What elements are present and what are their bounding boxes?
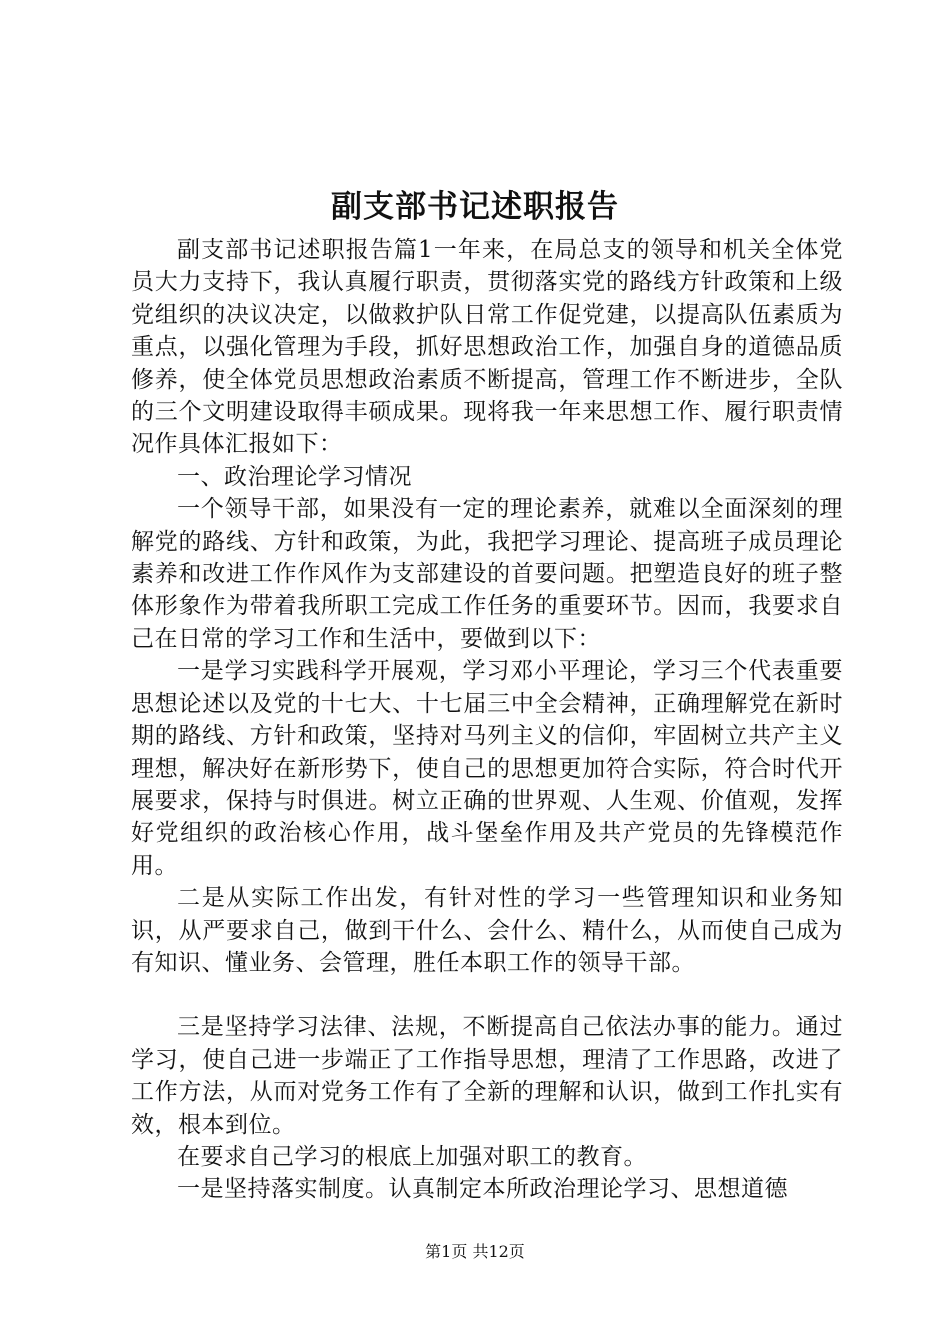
paragraph-system-implementation: 一是坚持落实制度。认真制定本所政治理论学习、思想道德 [177,1176,788,1203]
paragraph-point-three: 三是坚持学习法律、法规，不断提高自己依法办事的能力。通过学习，使自己进一步端正了工作指导思想，理清了工作思路，改进了工作方法，从而对党务工作有了全新的理解和认识，做到工作扎实有效，根本到位。 [131,1014,843,1138]
document-title: 副支部书记述职报告 [331,189,619,225]
paragraph-point-two: 二是从实际工作出发，有针对性的学习一些管理知识和业务知识，从严要求自己，做到干什么、会什么、精什么，从而使自己成为有知识、懂业务、会管理，胜任本职工作的领导干部。 [131,885,843,976]
paragraph-intro: 副支部书记述职报告篇1一年来，在局总支的领导和机关全体党员大力支持下，我认真履行职责，贯彻落实党的路线方针政策和上级党组织的决议决定，以做救护队日常工作促党建，以提高队伍素质为重点，以强化管理为手段，抓好思想政治工作，加强自身的道德品质修养，使全体党员思想政治素质不断提高，管理工作不断进步，全队的三个文明建设取得丰硕成果。现将我一年来思想工作、履行职责情况作具体汇报如下： [131,237,843,458]
section-heading-political-theory: 一、政治理论学习情况 [177,463,412,490]
paragraph-point-one: 一是学习实践科学开展观，学习邓小平理论，学习三个代表重要思想论述以及党的十七大、十七届三中全会精神，正确理解党在新时期的路线、方针和政策，坚持对马列主义的信仰，牢固树立共产主义理想，解决好在新形势下，使自己的思想更加符合实际，符合时代开展要求，保持与时俱进。树立正确的世界观、人生观、价值观，发挥好党组织的政治核心作用，战斗堡垒作用及共产党员的先锋模范作用。 [131,658,843,879]
paragraph-staff-education: 在要求自己学习的根底上加强对职工的教育。 [177,1143,647,1170]
paragraph-theory-importance: 一个领导干部，如果没有一定的理论素养，就难以全面深刻的理解党的路线、方针和政策，为此，我把学习理论、提高班子成员理论素养和改进工作作风作为支部建设的首要问题。把塑造良好的班子整体形象作为带着我所职工完成工作任务的重要环节。因而，我要求自己在日常的学习工作和生活中，要做到以下： [131,496,843,652]
page-footer: 第1页 共12页 [425,1242,525,1261]
document-body [131,234,843,1206]
